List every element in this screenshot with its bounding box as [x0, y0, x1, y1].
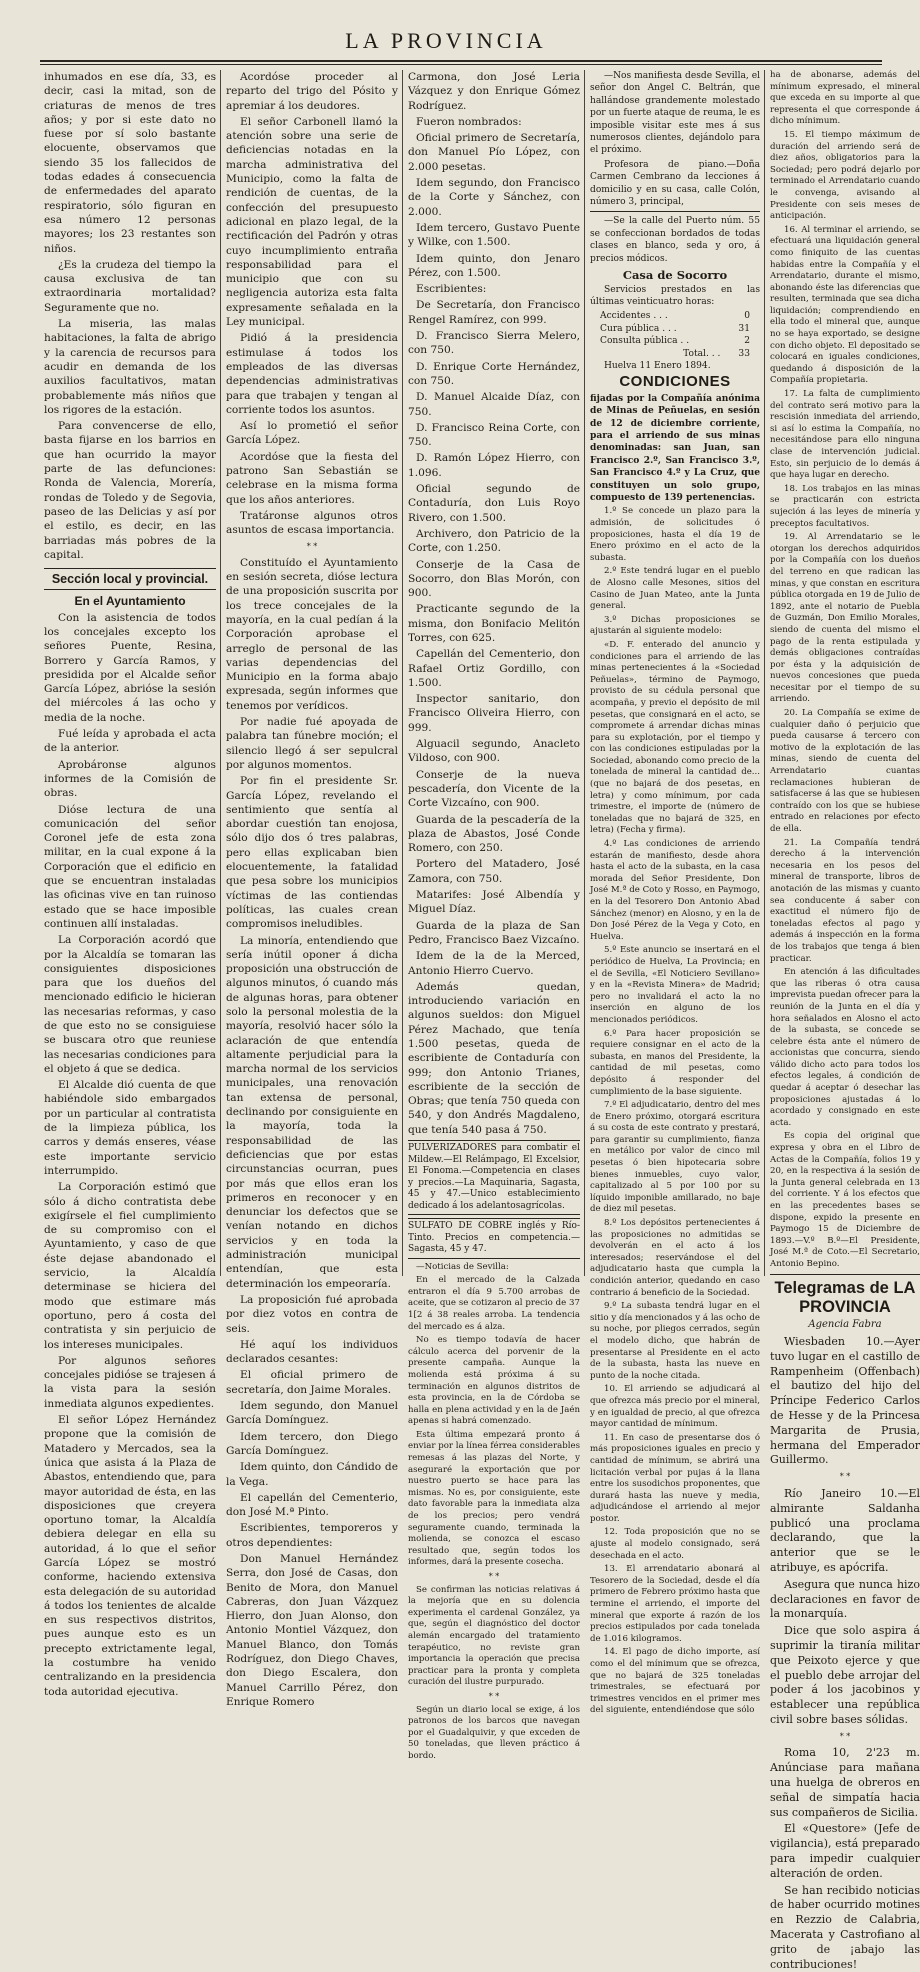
- column-3: [408, 70, 580, 1761]
- condition-item: Es copia del original que expresa y obra en el Libro de Actas de la Compañía, folios 19 y 20, en la respectiva á la sesión de la Junta general celebrada en 13 del corriente. Y á los efectos que en las precedentes bases se dispone, expido la presente en Paymogo 15 de Diciembre de 1893.—V.º B.º—El Presidente, José M.ª de Coto.—El Secretario, Antonio Bepino.: [770, 1131, 920, 1269]
- article-paragraph: La Corporación acordó que por la Alcaldía se tomaran las consiguientes disposiciones para que los dueños del mencionado edificio le hicieran las necesarias reformas, y caso de que esto no se consiguiese se buscara otro que reuniese las necesarias condiciones para el objeto á que se dedica.: [44, 934, 216, 1075]
- stats-value: 2: [744, 336, 750, 347]
- news-heading: —Noticias de Sevilla:: [416, 1261, 509, 1272]
- article-paragraph: Así lo prometió el señor García López.: [226, 420, 398, 447]
- condition-item: 8.º Los depósitos pertenecientes á las proposiciones no admitidas se devolverán en el acto á los interesados; reservándose el del adjudicatario hasta que cumpla la condición anterior, quedando en caso contrario á beneficio de la Sociedad.: [590, 1218, 760, 1298]
- staff-entry: Practicante segundo de la misma, don Bonifacio Melitón Torres, con 625.: [408, 603, 580, 644]
- condition-item: 5.º Este anuncio se insertará en el periódico de Huelva, La Provincia; en el de Sevilla, «El Noticiero Sevillano» y en la «Revista Minera» de Madrid; pero no invalidará el acto la no inserción en alguno de los mencionados periódicos.: [590, 945, 760, 1025]
- news-paragraph: Se confirman las noticias relativas á la mejoría que en su dolencia experimenta el cardenal González, ya que, según el diagnóstico del doctor alemán encargado del tratamiento terapéutico, no reviste gran importancia la operación que precisa practicar para la pronta y completa curación del ilustre purpurado.: [408, 1584, 580, 1688]
- news-paragraph: Esta última empezará pronto á enviar por la línea férrea considerables remesas á las plazas del Norte, y aseguraré la exportación que por nuestro puerto se hace para las mismas. No es, por consiguiente, este dato favorable para la inmediata alza de los precios; pero vendrá seguramente cuando, terminada la molienda, se conozca el escaso resultado que, según todos los informes, dará la presente cosecha.: [408, 1429, 580, 1568]
- article-paragraph: Acordóse que la fiesta del patrono San Sebastián se celebrase en la misma forma que los años anteriores.: [226, 450, 398, 506]
- article-paragraph: Fué leída y aprobada el acta de la anterior.: [44, 728, 216, 755]
- staff-entry: Inspector sanitario, don Francisco Oliveira Hierro, con 999.: [408, 693, 580, 734]
- condition-item: 19. Al Arrendatario se le otorgan los derechos adquiridos por la Compañía con los dueños del terreno en que radican las minas, y que constan en escritura pública otorgada en 19 de Julio de 1892, ante el notario de Puebla de Guzmán, Don Emilio Morales, siendo de cuenta del mismo el pago de la renta estipulada y demás obligaciones contraídas por ésta y la adquisición de nuevos concesiones que pueda necesitar por el tiempo de su arriendo.: [770, 532, 920, 705]
- staff-entry: Idem tercero, don Diego García Domínguez.: [226, 1430, 398, 1457]
- staff-entry: Idem de la de la Merced, Antonio Hierro Cuervo.: [408, 950, 580, 977]
- staff-entry: Escribientes, temporeros y otros dependientes:: [226, 1522, 398, 1549]
- column-4: [590, 70, 760, 1716]
- article-paragraph: Por fin el presidente Sr. García López, revelando el sentimiento que sentía al abordar cuestión tan enojosa, sólo dijo dos ó tres palabras, pero ellas explicaban bien elocuentemente, la fatalidad que pesa sobre los municipios víctimas de las contiendas políticas, las cuales crean compromisos ineludibles.: [226, 775, 398, 931]
- article-paragraph: Por algunos señores concejales pidióse se trajesen á la vista para la sesión inmediata algunos expedientes.: [44, 1354, 216, 1410]
- condition-item: 14. El pago de dicho importe, así como el del mínimum que se ofrezca, que no bajará de 325 toneladas trimestrales, se efectuará por trimestres vencidos en el primer mes del siguiente, entendiéndose que sólo: [590, 1647, 760, 1716]
- agency-label: Agencia Fabra: [808, 1318, 882, 1330]
- casa-socorro-heading: Casa de Socorro: [622, 268, 728, 283]
- column-divider: [220, 70, 221, 1276]
- divider: [590, 211, 760, 212]
- article-paragraph: Además quedan, introduciendo variación en algunos sueldos: don Miguel Pérez Machado, que tenía 1.500 pesetas, queda de escribiente de Contaduría con 999; don Antonio Trianes, escribiente de la sección de Obras; que tenía 750 queda con 540, y don Andrés Magdaleno, que tenía 540 pasa á 750.: [408, 980, 580, 1136]
- staff-entry: D. Manuel Alcaide Díaz, con 750.: [408, 391, 580, 418]
- dateline: Huelva 11 Enero 1894.: [604, 360, 711, 371]
- article-paragraph: Acordóse proceder al reparto del trigo del Pósito y apremiar á los deudores.: [226, 71, 398, 112]
- condition-item: 15. El tiempo máximum de duración del arriendo será de diez años, obligatorios para la Sociedad; pero podrá dejarlo por terminado el Arrendatario cuando le convenga, avisando al Presidente con seis meses de anticipación.: [770, 129, 920, 222]
- condition-item: 17. La falta de cumplimiento del contrato será motivo para la rescisión inmediata del arriendo, si así lo estima la Compañía, no necesitándose para ello ninguna clase de intervención judicial. Esto, sin perjuicio de lo demás á que haya lugar en derecho.: [770, 389, 920, 481]
- article-paragraph: Con la asistencia de todos los concejales excepto los señores Puente, Resina, Borrero y García Ramos, y presidida por el Alcalde señor García López, abrióse la sesión del miércoles á las ocho y media de la noche.: [44, 611, 216, 724]
- staff-entry: Carmona, don José Leria Vázquez y don Enrique Gómez Rodríguez.: [408, 71, 580, 112]
- condiciones-heading: CONDICIONES: [619, 373, 731, 391]
- columns-container: [44, 70, 920, 1971]
- staff-entry: Conserje de la Casa de Socorro, don Blas Morón, con 900.: [408, 558, 580, 600]
- staff-entry: Escribientes:: [416, 283, 487, 296]
- article-paragraph: Dióse lectura de una comunicación del señor Coronel jefe de esta zona militar, en la cual expone á la Corporación que el edificio en que se encuentran instaladas las oficinas vive en tan ruinoso estado que se hace imposible continuen allí instaladas.: [44, 803, 216, 930]
- telegram-paragraph: Roma 10, 2'23 m. Anúnciase para mañana una huelga de obreros en señal de simpatía hacia sus compañeros de Sicilia.: [770, 1746, 920, 1819]
- article-paragraph: Aprobáronse algunos informes de la Comisión de obras.: [44, 758, 216, 800]
- telegram-paragraph: Wiesbaden 10.—Ayer tuvo lugar en el castillo de Rampenheim (Offenbach) el bautizo del hijo del Príncipe Federico Carlos de Hesse y de la Princesa Margarita de Prusia, hermana del Emperador Guillermo.: [770, 1334, 920, 1467]
- condition-item: ha de abonarse, además del mínimum expresado, el mineral que exceda en su importe al que representa el que corresponde á dicho mínimum.: [770, 70, 920, 127]
- condition-item: 6.º Para hacer proposición se requiere consignar en el acto de la subasta, en manos del Presidente, la cantidad de mil pesetas, como depósito á responder del cumplimiento de la base siguiente.: [590, 1028, 760, 1097]
- stats-label: Accidentes . . .: [600, 311, 668, 322]
- staff-entry: El oficial primero de secretaría, don Jaime Morales.: [226, 1369, 398, 1396]
- stats-value: 0: [744, 311, 750, 322]
- article-heading: En el Ayuntamiento: [74, 594, 186, 609]
- staff-entry: Idem segundo, don Manuel García Domínguez.: [226, 1400, 398, 1427]
- article-paragraph: Tratáronse algunos otros asuntos de escasa importancia.: [226, 509, 398, 537]
- condiciones-intro: fijadas por la Compañía anónima de Minas de Peñuelas, en sesión de 12 de diciembre corriente, para el arriendo de sus minas denominadas: san Juan, san Francisco 2.º, San Francisco 3.º, San Francisco 4.º y La Cruz, que constituyen un solo grupo, compuesto de 139 pertenencias.: [590, 392, 760, 503]
- stats-label: Cura pública . . .: [600, 323, 677, 334]
- article-paragraph: ¿Es la crudeza del tiempo la causa exclusiva de tan extraordinaria mortalidad? Seguramente que no.: [44, 258, 216, 314]
- staff-entry: Alguacil segundo, Anacleto Vildoso, con 900.: [408, 738, 580, 765]
- article-paragraph: inhumados en ese día, 33, es decir, casi la mitad, son de criaturas de menos de tres años; y por si este dato no fuese por sí solo bastante elocuente, observamos que siendo 35 los fallecidos de todas edades á consecuencia de enfermedades del aparato respiratorio, sólo figuran en esa número 12 personas mayores; los 23 restantes son niños.: [44, 71, 216, 255]
- column-2: [226, 70, 398, 1708]
- staff-entry: Conserje de la nueva pescadería, don Vicente de la Corte Vizcaíno, con 900.: [408, 768, 580, 810]
- staff-entry: Idem quinto, don Cándido de la Vega.: [226, 1461, 398, 1488]
- notice-paragraph: —Nos manifiesta desde Sevilla, el señor don Angel C. Beltrán, que hallándose grandemente molestado por un fuerte ataque de reuma, le es imposible visitar este mes á sus numerosos clientes, dejándolo para el próximo.: [590, 71, 760, 156]
- telegram-paragraph: Asegura que nunca hizo declaraciones en favor de la monarquía.: [770, 1577, 920, 1621]
- staff-entry: D. Ramón López Hierro, con 1.096.: [408, 452, 580, 479]
- condition-item: 21. La Compañía tendrá derecho á la intervención necesaria en los pesos del mineral de transporte, libros de anotación de las mismas y cuanto sea conducente á saber con exactitud el número fijo de toneladas efectos al pago y además á inspección en la forma de los trabajos que tenga á bien practicar.: [770, 837, 920, 964]
- masthead-rule: [40, 60, 882, 62]
- condition-item: 13. El arrendatario abonará al Tesorero de la Sociedad, desde el día primero de Febrero próximo hasta que termine el arriendo, el importe del mineral que exporte á razón de los precios estipulados por cada tonelada de 1.016 kilogramos.: [590, 1564, 760, 1644]
- stats-total-row: [590, 348, 760, 360]
- staff-entry: Idem segundo, don Francisco de la Corte y Sánchez, con 2.000.: [408, 177, 580, 218]
- condition-item: 2.º Este tendrá lugar en el pueblo de Alosno calle Mesones, sitios del Casino de Juan Mateo, ante la Junta general.: [590, 566, 760, 612]
- staff-entry: D. Enrique Corte Hernández, con 750.: [408, 360, 580, 387]
- staff-entry: Idem quinto, don Jenaro Pérez, con 1.500.: [408, 252, 580, 279]
- masthead-rule-thin: [40, 64, 882, 65]
- article-paragraph: La proposición fué aprobada por diez votos en contra de seis.: [226, 1293, 398, 1335]
- staff-entry: Don Manuel Hernández Serra, don José de Casas, don Benito de Mora, don Manuel Cabreras, don Juan Vázquez Hierro, don Juan Alonso, don Antonio Montiel Vázquez, don Manuel Blanco, don Tomás Rodríguez, don Diego Chaves, don Diego Escalera, don Manuel Carrillo Pérez, don Enrique Romero: [226, 1552, 398, 1708]
- article-paragraph: La Corporación estimó que sólo á dicho contratista debe exigírsele el fiel cumplimiento de su compromiso con el Ayuntamiento, y caso de que éste dejase abandonado el servicio, la Alcaldía determinase se hiciera del modo que estimare más oportuno, pero á costa del contratista y sin perjuicio de los intereses municipales.: [44, 1181, 216, 1351]
- telegram-paragraph: Se han recibido noticias de haber ocurrido motines en Rezzio de Calabria, Macerata y Castrofiano al grito de ¡abajo las contribuciones!: [770, 1883, 920, 1971]
- newspaper-title: LA PROVINCIA: [345, 28, 547, 53]
- advertisement-pulverizadores: PULVERIZADORES para combatir el Mildew.—El Relámpago, El Excelsior, El Fonoma.—Competencia en clases y precios.—La Maquinaria, Sagasta, 45 y 47.—Unico establecimiento dedicado á los adelantosagrícolas.: [408, 1140, 580, 1215]
- condition-item: 4.º Las condiciones de arriendo estarán de manifiesto, desde ahora hasta el acto de la subasta, en la casa morada del Señor Presidente, Don José M.ª de Coto y Rosso, en Paymogo, en la del Tesorero Don Antonio Abad Sánchez (menor) en Alosno, y en la de Don José Pérez de la Vega y Coto, en Huelva.: [590, 839, 760, 942]
- column-5: [770, 70, 920, 1971]
- section-heading: Sección local y provincial.: [44, 568, 216, 590]
- telegram-paragraph: Río Janeiro 10.—El almirante Saldanha publicó una proclama declarando, que la anterior que se le atribuye, es apócrifa.: [770, 1486, 920, 1574]
- condition-item: 18. Los trabajos en las minas se practicarán con estricta sujeción á las leyes de minería y preceptos facultativos.: [770, 483, 920, 529]
- staff-entry: Guarda de la plaza de San Pedro, Francisco Baez Vizcaíno.: [408, 919, 580, 946]
- column-1: [44, 70, 216, 1698]
- separator-stars: * *: [306, 541, 318, 551]
- article-paragraph: Para convencerse de ello, basta fijarse en los barrios en que han ocurrido la mayor parte de las defunciones: Ronda de Valencia, Morería, rondas de Toledo y de Segovia, paseo de las Delicias y así por el estilo, es decir, en las barriadas más pobres de la capital.: [44, 420, 216, 561]
- stats-row: [590, 323, 760, 335]
- condition-item: 3.º Dichas proposiciones se ajustarán al siguiente modelo:: [590, 614, 760, 637]
- staff-entry: Guarda de la pescadería de la plaza de Abastos, José Conde Romero, con 250.: [408, 813, 580, 855]
- masthead: [0, 0, 892, 64]
- telegramas-heading: Telegramas de LA PROVINCIA: [774, 1278, 916, 1316]
- article-paragraph: Pidió á la presidencia estimulase á todos los empleados de las diversas dependencias administrativas para que trabajen y tengan al corriente todos los asuntos.: [226, 332, 398, 416]
- staff-entry: Portero del Matadero, José Zamora, con 750.: [408, 858, 580, 885]
- staff-entry: Oficial primero de Secretaría, don Manuel Pío López, con 2.000 pesetas.: [408, 132, 580, 173]
- article-paragraph: El señor López Hernández propone que la comisión de Matadero y Mercados, sea la única que asista á la Plaza de Abastos, entendiendo que, para mayor autoridad de ésta, en las disposiciones que creyera oportuno tomar, la Alcaldía debiera delegar en ella su autoridad, á lo que el señor García López se mostró conforme, haciendo extensiva esta delegación de su autoridad á todos los tenientes de alcalde en sus respectivos distritos, pues aunque esto es un precepto extrictamente legal, la costumbre ha venido centralizando en la presidencia toda autoridad ejecutiva.: [44, 1414, 216, 1698]
- article-paragraph: El Alcalde dió cuenta de que habiéndole sido embargados por un particular al contratista de la limpieza pública, los carros y demás enseres, véase este importante servicio interrumpido.: [44, 1079, 216, 1177]
- condition-item: 7.º El adjudicatario, dentro del mes de Enero próximo, otorgará escritura á su costa de este contrato y prestará, para garantir su cumplimiento, fianza en metálico por valor de cinco mil pesetas ó bien hipotecaria sobre bienes inmuebles, cuyo valor, capitalizado al 5 por 100 por su líquido imponible amillarado, no baje de diez mil pesetas.: [590, 1100, 760, 1215]
- staff-entry: Idem tercero, Gustavo Puente y Wilke, con 1.500.: [408, 221, 580, 249]
- separator-stars: * *: [488, 1691, 500, 1701]
- condition-item: 1.º Se concede un plazo para la admisión, de solicitudes ó proposiciones, hasta el día 19 de Enero próximo en el acto de la subasta.: [590, 506, 760, 563]
- notice-paragraph: —Se la calle del Puerto núm. 55 se confeccionan bordados de todas clases en blanco, seda y oro, á precios módicos.: [590, 216, 760, 264]
- staff-entry: El capellán del Cementerio, don José M.ª Pinto.: [226, 1491, 398, 1519]
- condition-item: En atención á las dificultades que las riberas ó otra causa imprevista puedan ofrecer para la reunión de la Junta en el día y hora señalados en Alosno el acto de la subasta, se concede se celebre ésta ante el número de accionistas que concurra, siendo válido dicho acto para todos los efectos legales, á condición de quedar á aceptar ó desechar las proposiciones ajustadas á lo acordado y consignado en este acta.: [770, 967, 920, 1128]
- condition-item: 20. La Compañía se exime de cualquier daño ó perjuicio que pueda causarse á tercero con motivo de la explotación de las minas, siendo de cuenta del Arrendatario cuantas reclamaciones hubieran de satisfacerse á las que se hubiesen contraído con los que se hubiese entrado en relaciones por efecto de ella.: [770, 708, 920, 834]
- stats-label: Consulta pública . .: [600, 336, 690, 347]
- telegram-paragraph: El «Questore» (Jefe de vigilancia), está preparado para impedir cualquier alteración de orden.: [770, 1822, 920, 1880]
- article-paragraph: Hé aquí los individuos declarados cesantes:: [226, 1338, 398, 1366]
- stats-total-label: Total. . .: [683, 348, 721, 359]
- staff-entry: De Secretaría, don Francisco Rengel Ramírez, con 999.: [408, 299, 580, 326]
- staff-entry: D. Francisco Sierra Melero, con 750.: [408, 330, 580, 357]
- separator-stars: * *: [839, 1472, 851, 1482]
- separator-stars: * *: [839, 1731, 851, 1741]
- separator-stars: * *: [488, 1572, 500, 1582]
- article-paragraph: La minoría, entendiendo que sería inútil oponer á dicha proposición una obstrucción de algunos minutos, ó cuando más de algunas horas, para obtener solo la personal molestia de la mayoría, resolvió hacer sólo la aclaración de que entendía altamente perjudicial para la marcha normal de los servicios municipales, una renovación tan extensa de personal, declinando por consiguiente en la mayoría, toda la responsabilidad de las deficiencias que por estas circunstancias ocurran, pues por más que ellos eran los primeros en reconocer y en denunciar los defectos que se venían notando en dichos servicios y en toda la administración municipal entendían, que esta determinación los empeoraría.: [226, 934, 398, 1290]
- notice-paragraph: Profesora de piano.—Doña Carmen Cembrano da lecciones á domicilio y en su casa, calle Colón, número 3, principal,: [590, 159, 760, 208]
- staff-entry: Capellán del Cementerio, don Rafael Ortiz Gordillo, con 1.500.: [408, 648, 580, 689]
- staff-entry: Oficial segundo de Contaduría, don Luis Royo Rivero, con 1.500.: [408, 483, 580, 524]
- stats-row: [590, 310, 760, 322]
- condition-item: «D. F. enterado del anuncio y condiciones para el arriendo de las minas pertenecientes á la «Sociedad Peñuelas», término de Paymogo, provisto de su cédula personal que acompaña, y previo el depósito de mil pesetas, que consignará en el acto, se compromete á arrendar dichas minas para su explotación, por el tiempo y con las condiciones estipuladas por la Sociedad, abonando como precio de la tonelada de mineral la cantidad de...(que no bajará de dos pesetas, en letra) y como mínimum, por cada trimestre, el importe de (número de toneladas que no bajará de 325, en letra) (Fecha y firma).: [590, 639, 760, 836]
- condition-item: 16. Al terminar el arriendo, se efectuará una liquidación general como finiquito de las cuentas habidas entre la Compañía y el Arrendatario, durante el mismo, abonando éste las diferencias que resulten, terminada que sea dicha liquidación; comprendiendo en ella todo el mineral que, aunque no se haya exportado, se designe con dicho objeto. El depositado se colocará en iguales condiciones, quedando á disposición de la Compañía propietaria.: [770, 224, 920, 386]
- condition-item: 9.º La subasta tendrá lugar en el sitio y día mencionados y á las ocho de su noche, por pliegos cerrados, según el modelo dicho, que habrán de presentarse al Presidente en el acto de la subasta, hasta las nueve en punto de la noche citada.: [590, 1301, 760, 1381]
- column-divider: [764, 70, 765, 1276]
- staff-entry: D. Francisco Reina Corte, con 750.: [408, 421, 580, 449]
- column-divider: [584, 70, 585, 1276]
- article-paragraph: Constituído el Ayuntamiento en sesión secreta, dióse lectura de una proposición suscrita por los trece concejales de la mayoría, en la cual pedían á la Corporación aprobase el arreglo de personal de las varias dependencias del Municipio en la forma abajo expresada, según informes que tenemos por verídicos.: [226, 556, 398, 712]
- stats-total-value: 33: [738, 348, 750, 359]
- article-paragraph: Por nadie fué apoyada de palabra tan fúnebre moción; el silencio llegó á ser sepulcral por algunos momentos.: [226, 716, 398, 771]
- condition-item: 11. En caso de presentarse dos ó más proposiciones iguales en precio y cantidad de mínimum, se abrirá una licitación verbal por pujas á la llana entre los susodichos proponentes, que durará hasta las nueve y media, adjudicándose el arriendo al mejor postor.: [590, 1432, 760, 1524]
- stats-row: [590, 335, 760, 347]
- staff-entry: Matarifes: José Albendía y Miguel Díaz.: [408, 889, 580, 916]
- news-paragraph: En el mercado de la Calzada entraron el día 9 5.700 arrobas de aceite, que se cotizaron al precio de 37 1[2 á 38 reales arroba. La tendencia del mercado es á alza.: [408, 1275, 580, 1332]
- staff-entry: Fueron nombrados:: [416, 115, 522, 128]
- news-paragraph: No es tiempo todavía de hacer cálculo acerca del porvenir de la presente campaña. Aunque la molienda está próxima á su terminación en algunos distritos de esta provincia, en la de Córdoba se halla en plena actividad y en la de Jaén apenas si habrá comenzado.: [408, 1335, 580, 1427]
- stats-value: 31: [738, 323, 750, 334]
- divider: [770, 1274, 920, 1275]
- telegram-paragraph: Dice que solo aspira á suprimir la tiranía militar que Peixoto ejerce y que el pueblo debe arrojar del poder á los jacobinos y establecer una república civil sobre bases sólidas.: [770, 1624, 920, 1726]
- condition-item: 12. Toda proposición que no se ajuste al modelo consignado, será desechada en el acto.: [590, 1527, 760, 1561]
- staff-entry: Archivero, don Patricio de la Corte, con 1.250.: [408, 527, 580, 555]
- column-divider: [402, 70, 403, 1276]
- news-paragraph: Según un diario local se exige, á los patronos de los barcos que navegan por el Guadalquivir, y que exceden de 50 toneladas, que lleven práctico á bordo.: [408, 1704, 580, 1761]
- casa-socorro-intro: Servicios prestados en las últimas veinticuatro horas:: [590, 284, 760, 307]
- condition-item: 10. El arriendo se adjudicará al que ofrezca más precio por el mineral, y en igualdad de precio, al que ofrezca mayor cantidad de mínimum.: [590, 1384, 760, 1430]
- article-paragraph: La miseria, las malas habitaciones, la falta de abrigo y la carencia de recursos para acudir en demanda de los auxilios facultativos, matan probablemente más niños que los rigores de la estación.: [44, 318, 216, 416]
- article-paragraph: El señor Carbonell llamó la atención sobre una serie de deficiencias notadas en la marcha administrativa del Municipio, como la falta de rendición de cuentas, de la confección del presupuesto adicional en plazo legal, de la rectificación del Padrón y otras cuyo incumplimiento entraña responsabilidad para el municipio que con su negligencia autoriza esta falta expresamente señalada en la Ley municipal.: [226, 115, 398, 329]
- advertisement-sulfato: SULFATO DE COBRE inglés y Río-Tinto. Precios en competencia.—Sagasta, 45 y 47.: [408, 1218, 580, 1259]
